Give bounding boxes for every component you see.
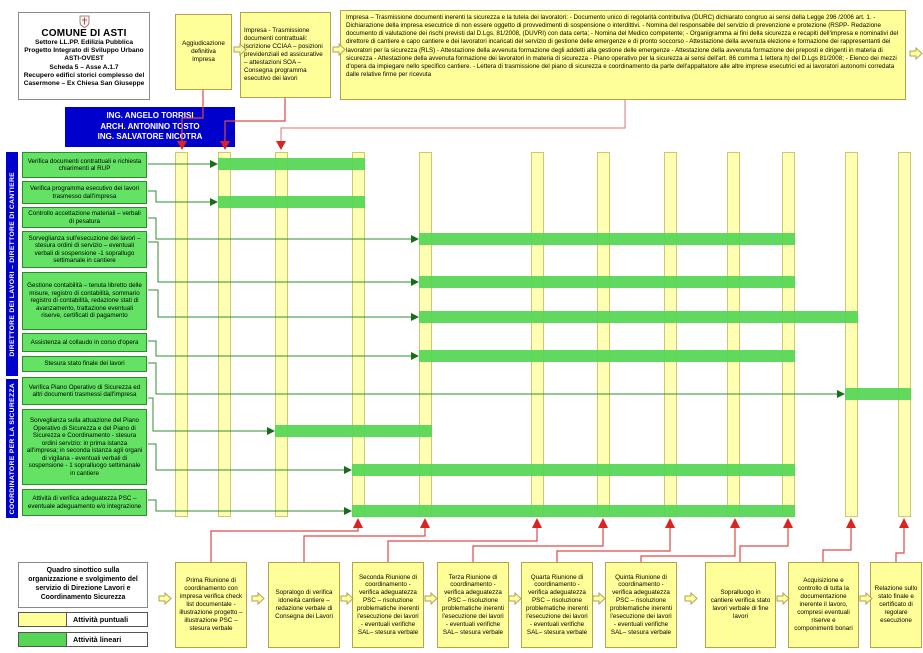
sidebar-direttore-lavori: DIRETTORE DEI LAVORI – DIRETTORE DI CANTIERE <box>6 152 18 376</box>
designer-name: ARCH. ANTONINO TOSTO <box>100 121 200 131</box>
legend-item-punctual <box>18 612 148 627</box>
timeline-column-6 <box>531 152 544 517</box>
activity-box: Verifica Piano Operativo di Sicurezza ed altri documenti trasmessi dall'impresa <box>22 377 147 405</box>
meeting-box: Prima Riunione di coordinamento con impresa verifica check list documentale - illustrazione progetto – illustrazione PSC – stesura verbale <box>175 562 247 648</box>
timeline-column-10 <box>782 152 795 517</box>
legend-label: Attività lineari <box>73 635 122 644</box>
header-line: Recupero edifici storici complesso del Casermone – Ex Chiesa San Giuseppe <box>23 71 145 88</box>
flow-arrow-icon <box>684 592 698 605</box>
timeline-column-9 <box>727 152 740 517</box>
legend-label: Attività puntuali <box>73 615 129 624</box>
meeting-box: Seconda Riunione di coordinamento - verifica adeguatezza PSC – risoluzione problematiche inerenti l'esecuzione dei lavori - eventuali verifiche SAL– stesura verbale <box>352 562 424 648</box>
activity-box: Gestione contabilità – tenuta libretto delle misure, registro di contabilità, sommario registro di contabilità, redazione stati di avanzamento, trattazione eventuali riserve, certificati di pagamento <box>22 272 147 330</box>
header-line: Progetto Integrato di Sviluppo Urbano <box>24 47 144 55</box>
gantt-bar-activity-1 <box>218 158 365 170</box>
designers-box <box>65 107 235 147</box>
gantt-bar-activity-4 <box>419 276 795 288</box>
legend-item-linear <box>18 632 148 647</box>
page-title: COMUNE DI ASTI <box>41 28 127 39</box>
header-line: Scheda 5 – Asse A.1.7 <box>49 63 119 71</box>
header-line: Settore LL.PP. Edilizia Pubblica <box>34 39 134 46</box>
flow-arrow-icon <box>233 43 247 56</box>
gantt-bar-activity-2 <box>218 196 365 208</box>
timeline-column-11 <box>845 152 858 517</box>
node-documenti-sicurezza: Impresa – Trasmissione documenti inerenti la sicurezza e la tutela dei lavoratori: - Documento unico di regolarità contributiva (DURC) dichiarato congruo ai sensi della Legge 296 /2006 art. 1. - Dichiarazione della impresa esecutrice di non essere oggetto di provvedimenti di sospensione o interdittivi. - Nomina del responsabile del servizio di prevenzione e protezione (RSPP- Redazione documento di valutazione dei rischi previsti dal D.Lgs. 81/2008, (DUVRI) con data certa; - Nomina del Medico competente; - Organigramma ai fini della sicurezza e recapiti dell'impresa e nominativi del direttore di cantiere e capo cantiere e dei lavoratori incaricati del servizio di gestione delle emergenze e di pronto soccorso - Attestazione della avvenuta elezione e formazione dei rappresentanti dei lavoratori per la sicurezza (RLS) - Attestazione della avvenuta formazione degli addetti alla gestione delle emergenze - Attestazione della avvenuta formazione dei preposti e dirigenti in materia di sicurezza - Attestazione della avvenuta formazione dei lavoratori in materia di sicurezza - Piano operativo per la sicurezza ai sensi dell'art. 86 comma 1 lettera h) del D.Lgs 81/2008; - Elenco dei mezzi d'opera da impiegare nello specifico cantiere. - Lettera di trasmissione del piano di sicurezza e coordinamento da parte dell'appaltatore alle altre imprese esecutrici ed ai lavoratori autonomi corredata dalle relative firme per ricevuta <box>340 10 906 100</box>
flow-arrow-icon <box>158 592 172 605</box>
designer-name: ING. SALVATORE NICOTRA <box>97 132 203 142</box>
flow-arrow-icon <box>592 592 606 605</box>
flow-arrow-icon <box>340 592 354 605</box>
designer-name: ING. ANGELO TORRISI <box>106 110 194 120</box>
gantt-bar-activity-8 <box>275 425 432 437</box>
gantt-bar-activity-3 <box>419 233 795 245</box>
activity-box: Verifica documenti contrattuali e richiesta chiarimenti al RUP <box>22 152 147 178</box>
flow-arrow-icon <box>859 592 873 605</box>
meeting-box: Acquisizione e controllo di tutta la documentazione inerente il lavoro, compresi eventuali riserve e componimenti bonari <box>788 562 859 648</box>
timeline-column-8 <box>664 152 677 517</box>
meeting-box: Terza Riunione di coordinamento - verifica adeguatezza PSC – risoluzione problematiche inerenti l'esecuzione dei lavori - eventuali verifiche SAL– stesura verbale <box>437 562 509 648</box>
gantt-bar-activity-10 <box>352 505 795 517</box>
meeting-box: Quarta Riunione di coordinamento - verifica adeguatezza PSC – risoluzione problematiche inerenti l'esecuzione dei lavori - eventuali verifiche SAL– stesura verbale <box>521 562 593 648</box>
gantt-bar-activity-7 <box>845 388 911 400</box>
project-header <box>18 12 150 100</box>
activity-box: Sorveglianza sull'esecuzione dei lavori – stesura ordini di servizio – eventuali verbali di sospensione -1 soprallugo settimanale in cantiere <box>22 231 147 268</box>
legend-swatch-green <box>19 633 67 646</box>
timeline-column-7 <box>597 152 610 517</box>
flow-arrow-icon <box>251 592 265 605</box>
activity-box: Stesura stato finale dei lavori <box>22 356 147 372</box>
header-line: ASTI-OVEST <box>64 55 104 63</box>
legend-title-box: Quadro sinottico sulla organizzazione e svolgimento del servizio di Direzione Lavori e Coordinamento Sicurezza <box>18 562 148 608</box>
flow-arrow-icon <box>909 47 923 60</box>
flow-arrow-icon <box>508 592 522 605</box>
sidebar-coordinatore-sicurezza: COORDINATORE PER LA SICUREZZA <box>6 379 18 518</box>
gantt-bar-activity-5 <box>419 311 858 323</box>
timeline-column-5 <box>419 152 432 517</box>
timeline-column-1 <box>175 152 188 517</box>
activity-box: Sorveglianza sulla attuazione del Piano Operativo di Sicurezza e del Piano di Sicurezza e Coordinamento - stesura ordini servizio: in prima istanza all'impresa; in seconda istanza agli organi di vigilana - eventuali verbali di sospensione - 1 sopralluogo settimanale in cantiere <box>22 409 147 485</box>
activity-box: Verifica programma esecutivo dei lavori trasmesso dall'impresa <box>22 181 147 204</box>
meeting-box: Quinta Riunione di coordinamento - verifica adeguatezza PSC – risoluzione problematiche inerenti l'esecuzione dei lavori - eventuali verifiche SAL– stesura verbale <box>605 562 677 648</box>
activity-box: Attività di verifica adeguatezza PSC – eventuale adeguamento e/o integrazione <box>22 489 147 516</box>
meeting-box: Sopralluogo in cantiere verifica stato lavori verbale di fine lavori <box>705 562 776 648</box>
node-documenti-contrattuali: Impresa - Trasmissione documenti contrattuali: Iscrizione CCIAA – posizioni previdenziali ed assicurative – attestazioni SOA – Consegna programma esecutivo dei lavori <box>240 12 331 98</box>
timeline-column-12 <box>898 152 911 517</box>
meeting-box: Relazione sullo stato finale e certificato di regolare esecuzione <box>870 562 922 648</box>
flow-arrow-icon <box>332 43 346 56</box>
activity-box: Assistenza al collaudo in corso d'opera <box>22 333 147 352</box>
city-crest-icon <box>22 15 146 28</box>
gantt-bar-activity-9 <box>352 464 795 476</box>
meeting-box: Sopralogo di verifica idoneità cantiere – redazione verbale di Consegna dei Lavori <box>268 562 340 648</box>
flow-arrow-icon <box>424 592 438 605</box>
flow-arrow-icon <box>776 592 790 605</box>
node-aggiudicazione: Aggiudicazione definitiva Impresa <box>175 14 232 90</box>
activity-box: Controllo accettazione materiali – verbali di pesatura <box>22 207 147 228</box>
gantt-bar-activity-6 <box>419 350 795 362</box>
legend-swatch-yellow <box>19 613 67 626</box>
